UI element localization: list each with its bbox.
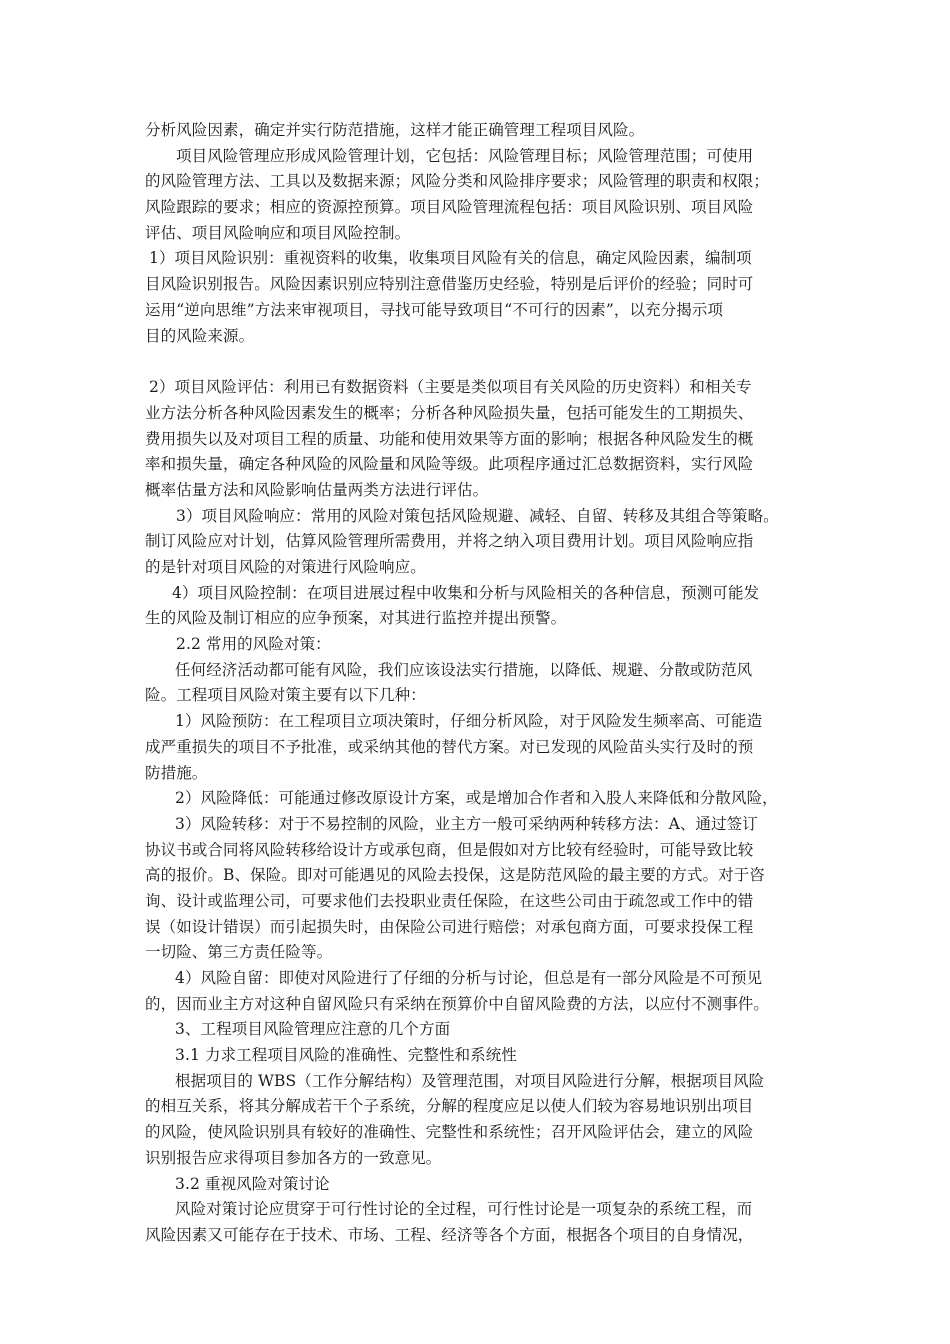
text-line: 概率估量方法和风险影响估量两类方法进行评估。	[145, 480, 489, 499]
text-line: 费用损失以及对项目工程的质量、功能和使用效果等方面的影响；根据各种风险发生的概	[145, 429, 754, 448]
para-risk-retention	[145, 966, 807, 1017]
para-3-2	[145, 1197, 807, 1248]
text-line: 一切险、第三方责任险等。	[145, 943, 333, 962]
para-3-1	[145, 1069, 807, 1172]
text-line: 目的风险来源。	[145, 326, 255, 345]
text-line: 防措施。	[145, 763, 208, 782]
para-countermeasures-intro	[145, 658, 807, 709]
text-line: 2）风险降低：可能通过修改原设计方案，或是增加合作者和入股人来降低和分散风险，	[175, 789, 778, 808]
text-line: 4）项目风险控制：在项目进展过程中收集和分析与风险相关的各种信息，预测可能发	[172, 583, 760, 602]
para-risk-transfer	[145, 812, 807, 966]
para-intro-end	[145, 118, 807, 144]
text-line: 协议书或合同将风险转移给设计方或承包商，但是假如对方比较有经验时，可能导致比较	[145, 840, 754, 859]
para-risk-assessment	[145, 375, 807, 503]
document-page	[145, 118, 807, 1249]
paragraph-gap	[145, 349, 807, 375]
text-line: 风险对策讨论应贯穿于可行性讨论的全过程，可行性讨论是一项复杂的系统工程，而	[175, 1200, 753, 1219]
text-line: 询、设计或监理公司，可要求他们去投职业责任保险，在这些公司由于疏忽或工作中的错	[145, 891, 754, 910]
text-line: 项目风险管理应形成风险管理计划，它包括：风险管理目标；风险管理范围；可使用	[176, 146, 754, 165]
section-heading: 3.1 力求工程项目风险的准确性、完整性和系统性	[175, 1046, 517, 1065]
text-line: 业方法分析各种风险因素发生的概率；分析各种风险损失量，包括可能发生的工期损失、	[145, 403, 754, 422]
heading-3	[145, 1017, 807, 1043]
section-heading: 2.2 常用的风险对策：	[176, 635, 331, 654]
text-line: 1）风险预防：在工程项目立项决策时，仔细分析风险，对于风险发生频率高、可能造	[175, 712, 763, 731]
text-line: 评估、项目风险响应和项目风险控制。	[145, 223, 411, 242]
text-line: 制订风险应对计划，估算风险管理所需费用，并将之纳入项目费用计划。项目风险响应指	[145, 532, 754, 551]
text-line: 误（如设计错误）而引起损失时，由保险公司进行赔偿；对承包商方面，可要求投保工程	[145, 917, 754, 936]
text-line: 根据项目的 WBS（工作分解结构）及管理范围，对项目风险进行分解，根据项目风险	[175, 1071, 765, 1090]
text-line: 的风险，使风险识别具有较好的准确性、完整性和系统性；召开风险评估会，建立的风险	[145, 1123, 754, 1142]
text-line: 目风险识别报告。风险因素识别应特别注意借鉴历史经验，特别是后评价的经验；同时可	[145, 275, 754, 294]
text-line: 的，因而业主方对这种自留风险只有采纳在预算价中自留风险费的方法，以应付不测事件。	[145, 994, 770, 1013]
heading-3-2	[145, 1172, 807, 1198]
section-heading: 3.2 重视风险对策讨论	[175, 1174, 330, 1193]
para-risk-prevention	[145, 709, 807, 786]
text-line: 分析风险因素，确定并实行防范措施，这样才能正确管理工程项目风险。	[145, 121, 645, 139]
text-line: 运用“逆向思维”方法来审视项目，寻找可能导致项目“不可行的因素”，以充分揭示项	[145, 300, 724, 319]
text-line: 4）风险自留：即使对风险进行了仔细的分析与讨论，但总是有一部分风险是不可预见	[175, 969, 763, 987]
para-risk-control	[145, 581, 807, 632]
text-line: 的相互关系，将其分解成若干个子系统，分解的程度应足以使人们较为容易地识别出项目	[145, 1097, 754, 1116]
para-risk-reduction	[145, 786, 807, 812]
text-line: 风险因素又可能存在于技术、市场、工程、经济等各个方面，根据各个项目的自身情况，	[145, 1225, 754, 1244]
text-line: 3）风险转移：对于不易控制的风险，业主方一般可采纳两种转移方法：A、通过签订	[175, 814, 758, 833]
text-line: 率和损失量，确定各种风险的风险量和风险等级。此项程序通过汇总数据资料，实行风险	[145, 455, 754, 474]
text-line: 高的报价。B、保险。即对可能遇见的风险去投保，这是防范风险的最主要的方式。对于咨	[145, 866, 765, 885]
text-line: 成严重损失的项目不予批准，或采纳其他的替代方案。对已发现的风险苗头实行及时的预	[145, 737, 754, 756]
text-line: 3）项目风险响应：常用的风险对策包括风险规避、减轻、自留、转移及其组合等策略。	[176, 506, 779, 525]
heading-3-1	[145, 1043, 807, 1069]
para-risk-plan	[145, 144, 807, 247]
text-line: 任何经济活动都可能有风险，我们应该设法实行措施，以降低、规避、分散或防范风	[175, 660, 753, 679]
text-line: 识别报告应求得项目参加各方的一致意见。	[145, 1148, 442, 1167]
text-line: 的是针对项目风险的对策进行风险响应。	[145, 558, 426, 576]
text-line: 风险跟踪的要求；相应的资源控预算。项目风险管理流程包括：项目风险识别、项目风险	[145, 198, 754, 217]
text-line: 的风险管理方法、工具以及数据来源；风险分类和风险排序要求；风险管理的职责和权限；	[145, 172, 770, 191]
heading-2-2	[145, 632, 807, 658]
para-risk-response	[145, 504, 807, 581]
text-line: 2）项目风险评估：利用已有数据资料（主要是类似项目有关风险的历史资料）和相关专	[149, 378, 752, 397]
text-line: 1）项目风险识别：重视资料的收集，收集项目风险有关的信息，确定风险因素，编制项	[149, 249, 752, 268]
section-heading: 3、工程项目风险管理应注意的几个方面	[175, 1020, 451, 1039]
para-risk-identification	[145, 246, 807, 349]
text-line: 险。工程项目风险对策主要有以下几种：	[145, 686, 426, 705]
text-line: 生的风险及制订相应的应争预案，对其进行监控并提出预警。	[145, 609, 567, 628]
